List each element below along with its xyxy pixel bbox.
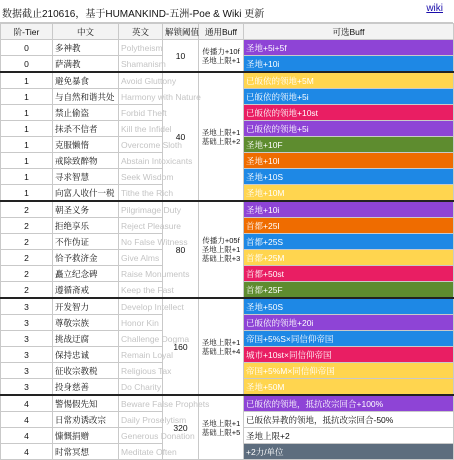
- chinese-name-cell[interactable]: 拒绝享乐: [53, 218, 119, 234]
- english-name-cell[interactable]: [119, 153, 193, 169]
- generic-buff-line: 圣地上限+1: [201, 55, 241, 65]
- generic-buff-line: 基础上限+4: [201, 346, 241, 356]
- generic-buff-line: 圣地上限+1: [201, 127, 241, 137]
- chinese-name-cell[interactable]: 恰予救济金: [53, 250, 119, 266]
- english-name-cell[interactable]: [119, 121, 172, 137]
- optional-buff-cell[interactable]: 圣地+50S: [244, 298, 454, 315]
- optional-buff-cell[interactable]: 圣地上限+2: [244, 428, 454, 444]
- optional-buff-cell[interactable]: 已皈依的领地+5M: [244, 72, 454, 89]
- english-name-text: Avoid Gluttony: [121, 75, 177, 86]
- english-name-cell[interactable]: [119, 105, 167, 121]
- tier-cell[interactable]: 3: [1, 363, 53, 379]
- english-name-text: Remain Loyal: [121, 349, 173, 360]
- chinese-name-cell[interactable]: 朝圣义务: [53, 201, 119, 218]
- chinese-name-cell[interactable]: 禁止偷盗: [53, 105, 119, 121]
- chinese-name-cell[interactable]: 慷慨捐赠: [53, 428, 119, 444]
- optional-buff-cell[interactable]: 圣地+10I: [244, 153, 454, 169]
- tier-cell[interactable]: 2: [1, 282, 53, 299]
- title-bar: [0, 0, 453, 23]
- english-name-cell[interactable]: [119, 428, 195, 444]
- english-name-text: Forbid Theft: [121, 107, 167, 118]
- chinese-name-cell[interactable]: 警惕假先知: [53, 395, 119, 412]
- table-row: [1, 40, 454, 56]
- chinese-name-cell[interactable]: 时常冥想: [53, 444, 119, 460]
- tier-cell[interactable]: 3: [1, 379, 53, 396]
- col-header-chinese: 中文: [53, 24, 119, 40]
- optional-buff-cell[interactable]: 已皈依的领地+5i: [244, 121, 454, 137]
- chinese-name-cell[interactable]: 遵循斋戒: [53, 282, 119, 299]
- english-name-text: Raise Monuments: [121, 268, 190, 279]
- table-row: [1, 72, 454, 89]
- english-name-text: Beware False Prophets: [121, 398, 210, 409]
- optional-buff-cell[interactable]: 首都+25M: [244, 250, 454, 266]
- tier-cell[interactable]: 0: [1, 56, 53, 73]
- tier-cell[interactable]: 4: [1, 428, 53, 444]
- english-name-cell[interactable]: [119, 298, 184, 315]
- english-name-text: Religious Tax: [121, 365, 172, 376]
- english-name-text: Harmony with Nature: [121, 91, 201, 102]
- english-name-text: Polytheism: [121, 42, 163, 53]
- english-name-cell[interactable]: [119, 56, 166, 73]
- chinese-name-cell[interactable]: 向富人收什一税: [53, 185, 119, 202]
- optional-buff-cell[interactable]: 帝国+5%M×同信仰帝国: [244, 363, 454, 379]
- optional-buff-cell[interactable]: 已皈依的领地+10st: [244, 105, 454, 121]
- table-row: [1, 395, 454, 412]
- table-row: [1, 298, 454, 315]
- generic-buff-line: 圣地上限+1: [201, 418, 241, 428]
- table-body: [1, 40, 454, 460]
- generic-buff-cell[interactable]: [199, 40, 244, 73]
- english-name-text: Abstain Intoxicants: [121, 155, 193, 166]
- optional-buff-cell[interactable]: 圣地+10S: [244, 169, 454, 185]
- tier-cell[interactable]: 3: [1, 347, 53, 363]
- chinese-name-cell[interactable]: 寻求智慧: [53, 169, 119, 185]
- table-header-row: [1, 24, 454, 40]
- english-name-text: Tithe the Rich: [121, 187, 174, 198]
- tier-cell[interactable]: 1: [1, 72, 53, 89]
- table-row: [1, 201, 454, 218]
- chinese-name-cell[interactable]: 尊敬宗族: [53, 315, 119, 331]
- optional-buff-cell[interactable]: +2力/单位: [244, 444, 454, 460]
- optional-buff-cell[interactable]: 已皈依的领地+20i: [244, 315, 454, 331]
- english-name-text: Keep the Fast: [121, 284, 174, 295]
- english-name-text: No False Witness: [121, 236, 188, 247]
- generic-buff-line: 基础上限+5: [201, 427, 241, 437]
- chinese-name-cell[interactable]: 开发智力: [53, 298, 119, 315]
- optional-buff-cell[interactable]: 城市+10st×同信仰帝国: [244, 347, 454, 363]
- chinese-name-cell[interactable]: 保持忠诚: [53, 347, 119, 363]
- english-name-text: Meditate Often: [121, 446, 177, 457]
- tier-cell[interactable]: 4: [1, 444, 53, 460]
- chinese-name-cell[interactable]: 戒除致醉物: [53, 153, 119, 169]
- optional-buff-cell[interactable]: 圣地+10M: [244, 185, 454, 202]
- english-name-cell[interactable]: [119, 282, 174, 299]
- threshold-cell[interactable]: 10: [163, 40, 199, 73]
- threshold-cell[interactable]: 160: [163, 298, 199, 395]
- english-name-text: Pilgrimage Duty: [121, 204, 181, 215]
- english-name-cell[interactable]: [119, 347, 173, 363]
- tier-cell[interactable]: 1: [1, 185, 53, 202]
- threshold-cell[interactable]: 80: [163, 201, 199, 298]
- optional-buff-cell[interactable]: 首都+25S: [244, 234, 454, 250]
- english-name-cell[interactable]: [119, 169, 174, 185]
- col-header-threshold: 解锁阈值: [163, 24, 199, 40]
- chinese-name-cell[interactable]: 矗立纪念碑: [53, 266, 119, 282]
- tenets-table: [0, 23, 454, 460]
- english-name-cell[interactable]: [119, 89, 201, 105]
- english-name-text: Reject Pleasure: [121, 220, 182, 231]
- english-name-cell[interactable]: [119, 201, 181, 218]
- chinese-name-cell[interactable]: 挑战迂腐: [53, 331, 119, 347]
- threshold-cell[interactable]: 40: [163, 72, 199, 201]
- english-name-text: Challenge Dogma: [121, 333, 190, 344]
- col-header-english: 英文: [119, 24, 163, 40]
- tier-cell[interactable]: 4: [1, 395, 53, 412]
- chinese-name-cell[interactable]: 与自然和谐共处: [53, 89, 119, 105]
- chinese-name-cell[interactable]: 萨满教: [53, 56, 119, 73]
- generic-buff-line: 传播力+05f: [202, 236, 240, 245]
- col-header-generic-buff: 通用Buff: [199, 24, 244, 40]
- english-name-text: Develop Intellect: [121, 301, 184, 312]
- english-name-text: Give Alms: [121, 252, 160, 263]
- optional-buff-cell[interactable]: 已皈依的领地，抵抗改宗回合+100%: [244, 395, 454, 412]
- optional-buff-cell[interactable]: 首都+50st: [244, 266, 454, 282]
- optional-buff-cell[interactable]: 圣地+10i: [244, 201, 454, 218]
- chinese-name-cell[interactable]: 投身慈善: [53, 379, 119, 396]
- tier-cell[interactable]: 4: [1, 412, 53, 428]
- tier-cell[interactable]: 1: [1, 169, 53, 185]
- english-name-text: Overcome Sloth: [121, 139, 182, 150]
- english-name-text: Generous Donation: [121, 430, 195, 441]
- english-name-cell[interactable]: [119, 185, 174, 202]
- chinese-name-cell[interactable]: 日常劝诱改宗: [53, 412, 119, 428]
- generic-buff-line: 圣地上限+1: [201, 337, 241, 347]
- tier-cell[interactable]: 1: [1, 121, 53, 137]
- english-name-text: Daily Proselytism: [121, 414, 187, 425]
- tier-cell[interactable]: 3: [1, 315, 53, 331]
- english-name-cell[interactable]: [119, 250, 163, 266]
- tier-cell[interactable]: 2: [1, 250, 53, 266]
- tier-cell[interactable]: 2: [1, 218, 53, 234]
- wiki-link[interactable]: wiki: [426, 3, 443, 14]
- optional-buff-cell[interactable]: 首都+25F: [244, 282, 454, 299]
- english-name-cell[interactable]: [119, 315, 163, 331]
- tier-cell[interactable]: 1: [1, 105, 53, 121]
- english-name-cell[interactable]: [119, 363, 172, 379]
- english-name-text: Seek Wisdom: [121, 171, 174, 182]
- generic-buff-cell[interactable]: [199, 201, 244, 298]
- generic-buff-cell[interactable]: [199, 72, 244, 201]
- chinese-name-cell[interactable]: 多神教: [53, 40, 119, 56]
- tier-cell[interactable]: 1: [1, 153, 53, 169]
- chinese-name-cell[interactable]: 征收宗教税: [53, 363, 119, 379]
- english-name-cell[interactable]: [119, 40, 163, 56]
- optional-buff-cell[interactable]: 帝国+5%S×同信仰帝国: [244, 331, 454, 347]
- chinese-name-cell[interactable]: 抹杀不信者: [53, 121, 119, 137]
- col-header-tier: 阶-Tier: [1, 24, 53, 40]
- english-name-cell[interactable]: [119, 266, 190, 282]
- tier-cell[interactable]: 2: [1, 266, 53, 282]
- english-name-text: Kill the Infidel: [121, 123, 172, 134]
- english-name-cell[interactable]: [119, 444, 177, 460]
- generic-buff-line: 传播力+10f: [202, 46, 240, 56]
- optional-buff-cell[interactable]: 圣地+50M: [244, 379, 454, 396]
- sheet-title: 数据截止210616，基于HUMANKIND-五洲-Poe & Wiki 更新: [2, 9, 265, 20]
- english-name-text: Do Charity: [121, 381, 162, 392]
- english-name-text: Shamanism: [121, 58, 166, 69]
- tier-cell[interactable]: 1: [1, 137, 53, 153]
- optional-buff-cell[interactable]: 圣地+10F: [244, 137, 454, 153]
- tier-cell[interactable]: 3: [1, 298, 53, 315]
- optional-buff-cell[interactable]: 圣地+5i+5f: [244, 40, 454, 56]
- chinese-name-cell[interactable]: 克服懒惰: [53, 137, 119, 153]
- optional-buff-cell[interactable]: 已皈依的领地+5i: [244, 89, 454, 105]
- chinese-name-cell[interactable]: 避免暴食: [53, 72, 119, 89]
- tier-cell[interactable]: 0: [1, 40, 53, 56]
- tier-cell[interactable]: 2: [1, 201, 53, 218]
- tier-cell[interactable]: 3: [1, 331, 53, 347]
- tier-cell[interactable]: 1: [1, 89, 53, 105]
- english-name-cell[interactable]: [119, 379, 163, 396]
- tier-cell[interactable]: 2: [1, 234, 53, 250]
- english-name-text: Honor Kin: [121, 317, 159, 328]
- optional-buff-cell[interactable]: 圣地+10i: [244, 56, 454, 73]
- threshold-cell[interactable]: 320: [163, 395, 199, 460]
- english-name-cell[interactable]: [119, 218, 182, 234]
- optional-buff-cell[interactable]: 首都+25I: [244, 218, 454, 234]
- col-header-optional-buff: 可选Buff: [244, 24, 454, 40]
- english-name-cell[interactable]: [119, 395, 210, 412]
- optional-buff-cell[interactable]: 已皈依异教的领地，抵抗改宗回合-50%: [244, 412, 454, 428]
- generic-buff-line: 基础上限+3: [201, 254, 241, 263]
- chinese-name-cell[interactable]: 不作伪证: [53, 234, 119, 250]
- generic-buff-line: 圣地上限+1: [201, 245, 241, 254]
- english-name-cell[interactable]: [119, 72, 177, 89]
- generic-buff-line: 基础上限+2: [201, 136, 241, 146]
- generic-buff-cell[interactable]: [199, 298, 244, 395]
- english-name-cell[interactable]: [119, 137, 182, 153]
